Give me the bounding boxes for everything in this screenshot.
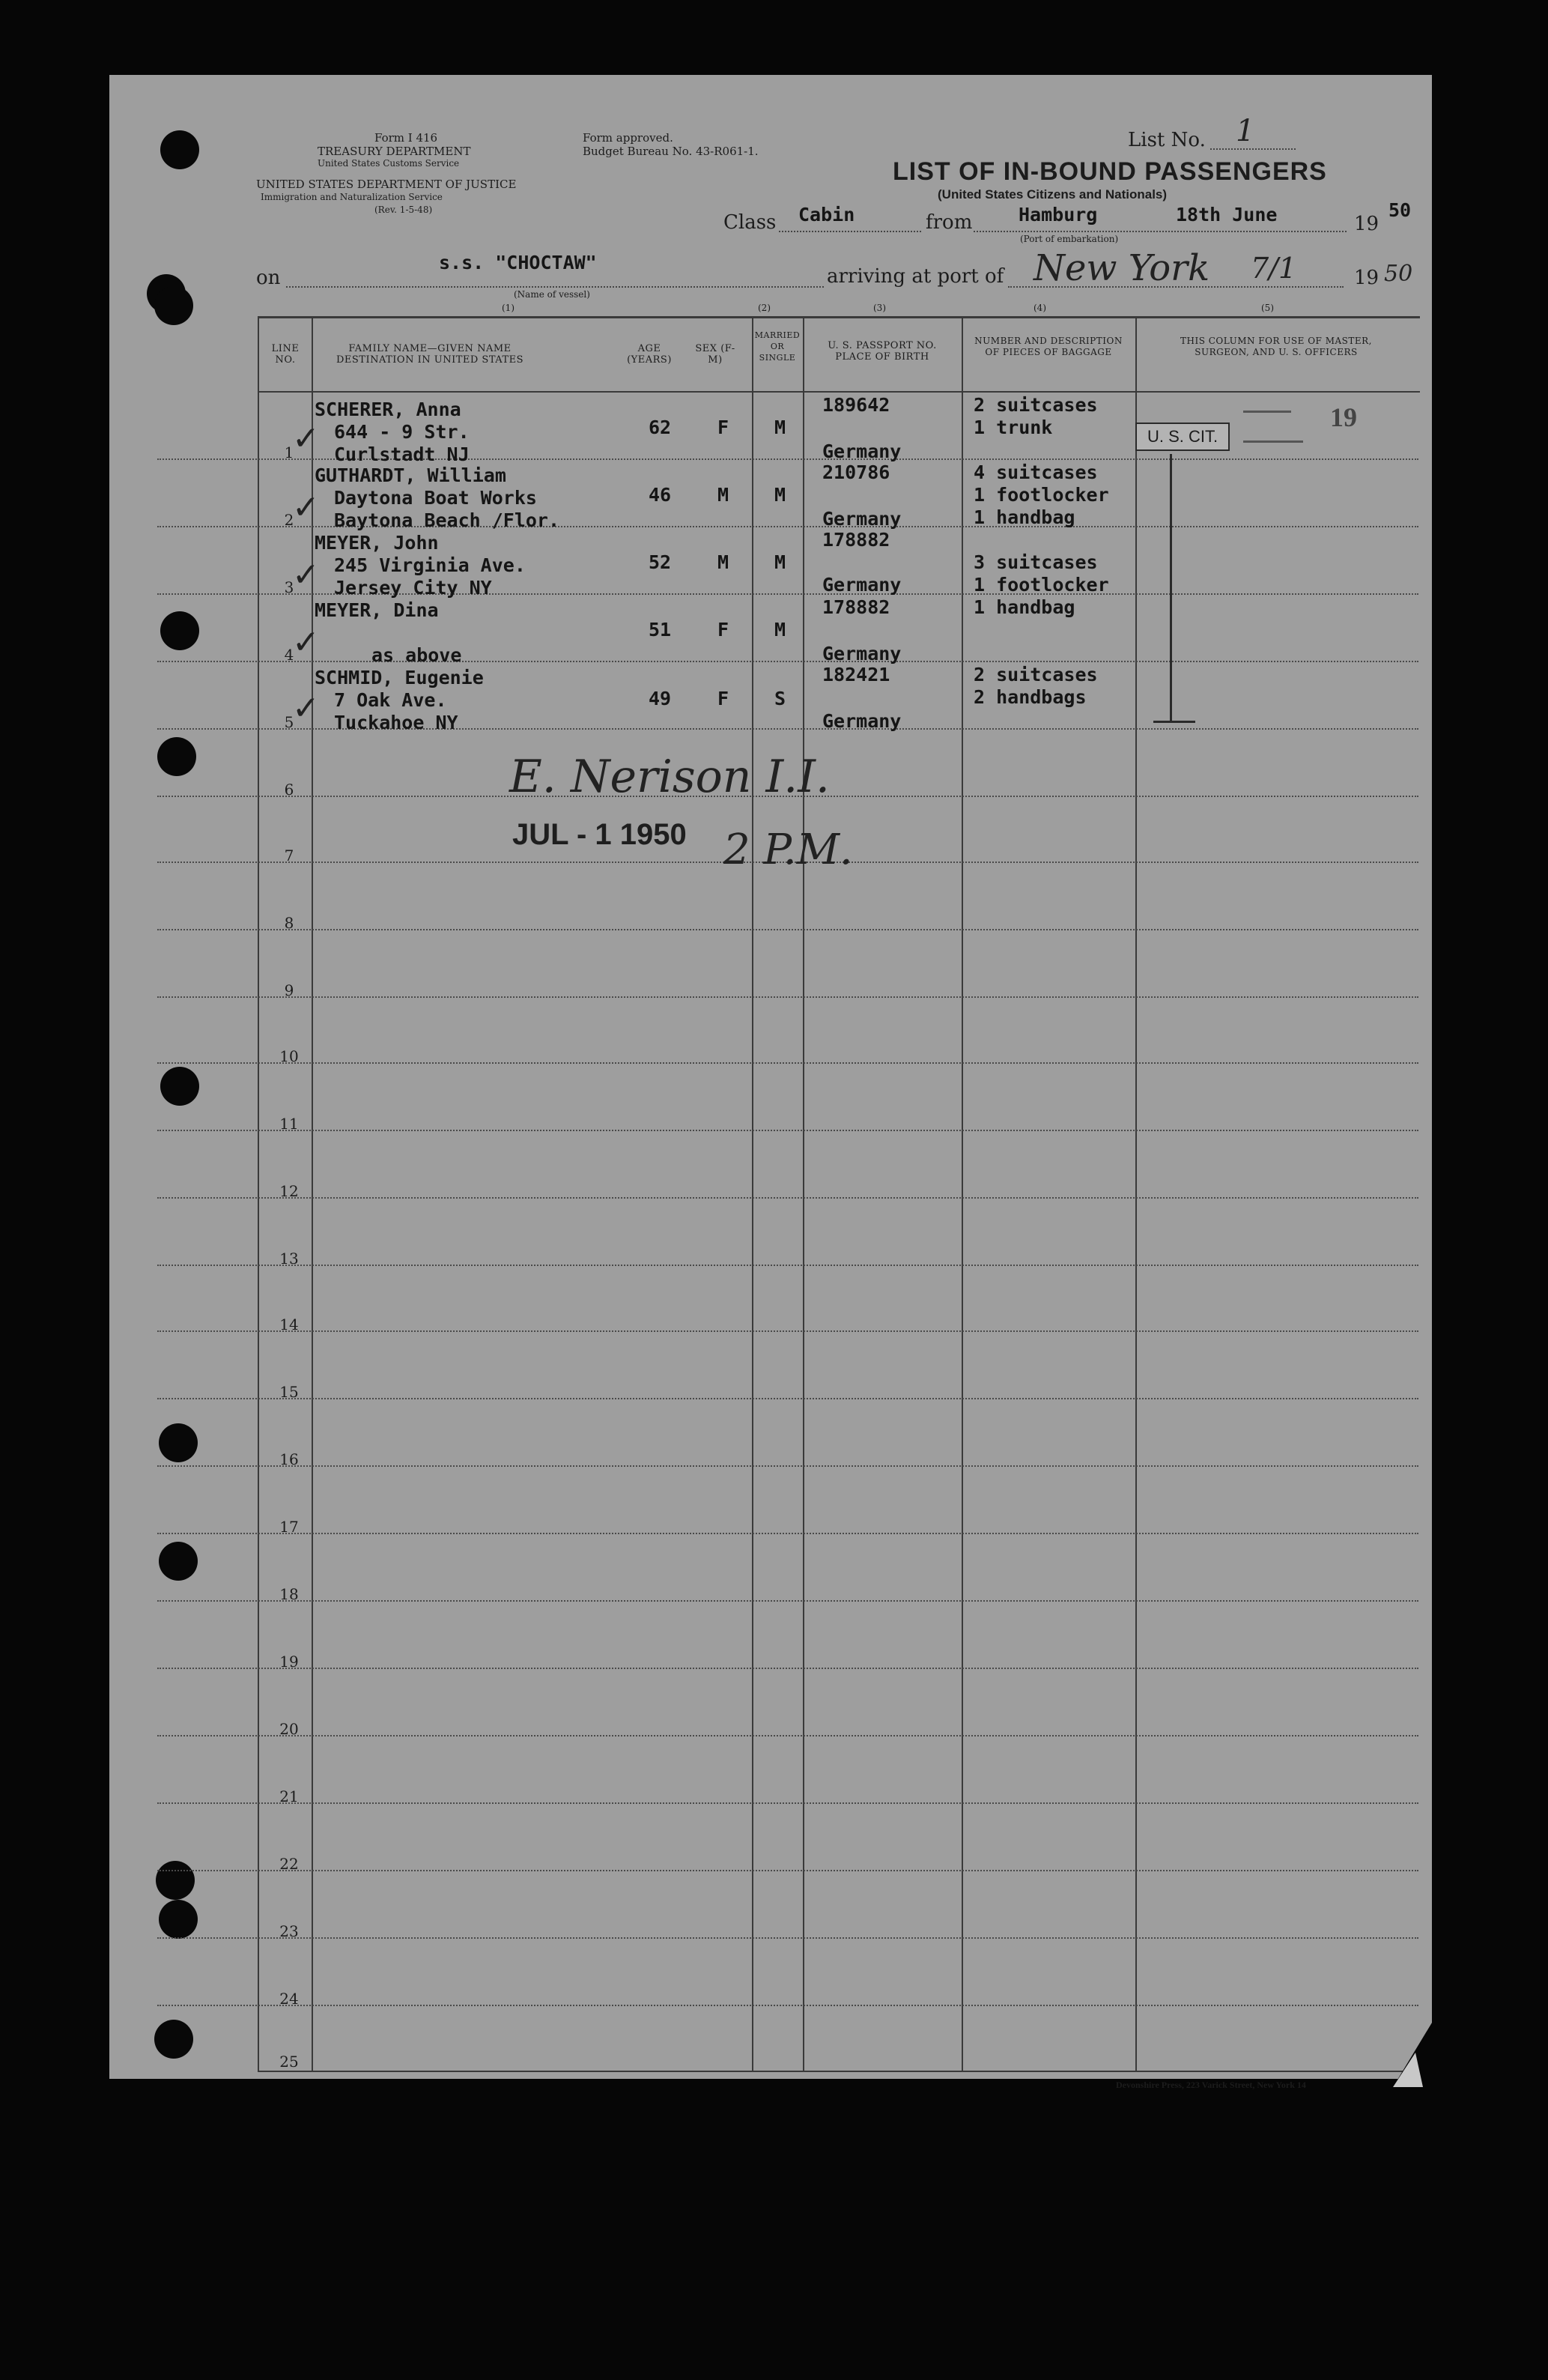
punch-hole <box>159 1900 198 1939</box>
birthplace: Germany <box>822 440 902 462</box>
col-header-age: AGE (YEARS) <box>627 343 672 366</box>
row-line <box>157 1330 1418 1332</box>
line-number: 6 <box>284 781 294 799</box>
date-sailed: 18th June <box>1176 204 1278 225</box>
treasury-dept: TREASURY DEPARTMENT <box>318 145 471 158</box>
year-sailed: 50 <box>1388 199 1412 221</box>
baggage-item: 3 suitcases <box>974 551 1098 573</box>
officer-stroke <box>1243 440 1303 443</box>
row-line <box>157 1937 1418 1939</box>
col-divider <box>752 318 753 2072</box>
passenger-name: MEYER, John <box>315 532 439 554</box>
col-header-officers: THIS COLUMN FOR USE OF MASTER, SURGEON, AND U. S. OFFICERS <box>1180 336 1372 357</box>
row-line <box>157 1870 1418 1871</box>
budget-bureau: Budget Bureau No. 43-R061-1. <box>583 145 759 158</box>
row-line <box>157 996 1418 998</box>
row-line <box>157 1398 1418 1399</box>
officer-bracket <box>1170 454 1172 722</box>
col-header-passport: U. S. PASSPORT NO. PLACE OF BIRTH <box>828 340 937 363</box>
row-line <box>157 1802 1418 1804</box>
line-number: 18 <box>279 1585 299 1603</box>
passport-number: 178882 <box>822 596 890 618</box>
baggage-item: 1 footlocker <box>974 484 1109 506</box>
passenger-age: 62 <box>649 417 672 438</box>
punch-hole <box>160 611 199 650</box>
col-number-5: (5) <box>1261 303 1274 313</box>
passenger-marital: M <box>774 551 786 573</box>
check-mark: ✓ <box>292 556 320 594</box>
line-number: 25 <box>279 2053 299 2071</box>
passenger-name: MEYER, Dina <box>315 599 439 621</box>
passport-number: 178882 <box>822 529 890 551</box>
line-number: 19 <box>279 1653 299 1671</box>
inspector-signature: E. Nerison I.I. <box>509 751 830 803</box>
line-number: 17 <box>279 1518 299 1536</box>
baggage-item: 2 suitcases <box>974 394 1098 416</box>
punch-hole <box>154 286 193 325</box>
punch-hole <box>159 1542 198 1581</box>
birthplace: Germany <box>822 574 902 596</box>
year-arrived: 50 <box>1384 261 1413 287</box>
line-number: 13 <box>279 1250 299 1268</box>
punch-hole <box>159 1423 198 1462</box>
folded-corner <box>1393 2023 1432 2087</box>
col-header-baggage: NUMBER AND DESCRIPTION OF PIECES OF BAGGAGE <box>974 336 1123 357</box>
line-number: 11 <box>279 1115 299 1133</box>
form-number: Form I 416 <box>374 131 438 145</box>
punch-hole <box>156 1861 195 1900</box>
check-mark: ✓ <box>292 623 320 661</box>
class-label: Class <box>723 211 777 234</box>
row-line <box>157 1735 1418 1736</box>
punch-hole <box>160 1067 199 1106</box>
list-no-line <box>1210 148 1296 150</box>
list-no-value: 1 <box>1236 114 1255 148</box>
passenger-address: 644 - 9 Str. <box>334 421 470 443</box>
date-stamp: JUL - 1 1950 <box>512 818 687 851</box>
line-number: 20 <box>279 1720 299 1738</box>
list-no-label: List No. <box>1128 129 1206 151</box>
punch-hole <box>157 737 196 776</box>
port-embarkation-label: (Port of embarkation) <box>1020 234 1119 244</box>
passenger-name: GUTHARDT, William <box>315 464 506 486</box>
passenger-age: 52 <box>649 551 672 573</box>
from-label: from <box>926 211 973 234</box>
row-line <box>157 1265 1418 1266</box>
row-line <box>157 1197 1418 1199</box>
row-line <box>157 661 1418 662</box>
from-line <box>974 231 1347 232</box>
col-divider <box>1135 318 1137 2072</box>
passenger-age: 51 <box>649 619 672 641</box>
table-top-border <box>258 316 1420 318</box>
passenger-marital: S <box>774 688 786 709</box>
col-header-sex: SEX (F-M) <box>695 343 735 366</box>
passenger-sex: F <box>717 619 729 641</box>
line-number: 16 <box>279 1450 299 1468</box>
col-divider <box>803 318 804 2072</box>
passenger-marital: M <box>774 417 786 438</box>
line-number: 10 <box>279 1047 299 1065</box>
line-number: 24 <box>279 1990 299 2008</box>
baggage-item: 1 handbag <box>974 596 1075 618</box>
time-note: 2 P.M. <box>723 826 853 874</box>
line-number: 4 <box>284 646 294 664</box>
birthplace: Germany <box>822 508 902 530</box>
manifest-sheet <box>109 75 1432 2079</box>
passenger-address: 245 Virginia Ave. <box>334 554 526 576</box>
baggage-item: 2 handbags <box>974 686 1087 708</box>
arriving-label: arriving at port of <box>827 265 1004 288</box>
passenger-sex: F <box>717 417 729 438</box>
line-number: 3 <box>284 578 294 596</box>
customs-service: United States Customs Service <box>318 158 460 169</box>
passenger-marital: M <box>774 619 786 641</box>
line-number: 21 <box>279 1787 299 1805</box>
ins-service: Immigration and Naturalization Service <box>261 192 443 202</box>
line-number: 15 <box>279 1383 299 1401</box>
passenger-address: Daytona Boat Works <box>334 487 537 509</box>
class-value: Cabin <box>798 204 855 225</box>
passenger-name: SCHERER, Anna <box>315 399 461 420</box>
baggage-item: 1 trunk <box>974 417 1053 438</box>
col-number-4: (4) <box>1033 303 1046 313</box>
col-header-married: MARRIED OR SINGLE <box>754 330 801 363</box>
on-label: on <box>256 267 281 289</box>
form-revision: (Rev. 1-5-48) <box>374 205 433 215</box>
check-mark: ✓ <box>292 488 320 527</box>
passenger-city: as above <box>371 644 462 666</box>
check-mark: ✓ <box>292 420 320 458</box>
row-line <box>157 1533 1418 1534</box>
table-bottom-border <box>258 2071 1420 2072</box>
passenger-sex: M <box>717 484 729 506</box>
col-number-2: (2) <box>758 303 771 313</box>
passenger-sex: F <box>717 688 729 709</box>
from-value: Hamburg <box>1019 204 1098 225</box>
class-line <box>779 231 921 232</box>
passenger-marital: M <box>774 484 786 506</box>
col-number-1: (1) <box>502 303 515 313</box>
officer-stroke <box>1243 411 1291 413</box>
punch-hole <box>160 130 199 169</box>
baggage-item: 1 footlocker <box>974 574 1109 596</box>
row-line <box>157 1668 1418 1669</box>
line-number: 9 <box>284 981 294 999</box>
passenger-city: Tuckahoe NY <box>334 712 458 733</box>
officer-count: 19 <box>1330 402 1357 432</box>
arrival-port: New York <box>1033 247 1210 289</box>
row-line <box>157 1130 1418 1131</box>
justice-dept: UNITED STATES DEPARTMENT OF JUSTICE <box>256 178 517 191</box>
line-number: 7 <box>284 847 294 865</box>
row-line <box>157 2005 1418 2006</box>
vessel-label: (Name of vessel) <box>514 289 590 300</box>
birthplace: Germany <box>822 643 902 664</box>
col-header-line: LINE NO. <box>271 343 300 366</box>
baggage-item: 2 suitcases <box>974 664 1098 685</box>
page-subtitle: (United States Citizens and Nationals) <box>938 187 1168 202</box>
passenger-age: 49 <box>649 688 672 709</box>
line-number: 22 <box>279 1855 299 1873</box>
col-number-3: (3) <box>873 303 886 313</box>
passenger-name: SCHMID, Eugenie <box>315 667 484 688</box>
birthplace: Germany <box>822 710 902 732</box>
row-line <box>157 1465 1418 1467</box>
passenger-city: Curlstadt NJ <box>334 443 470 465</box>
page-title: LIST OF IN-BOUND PASSENGERS <box>893 157 1327 186</box>
arrival-date: 7/1 <box>1251 252 1297 285</box>
passenger-sex: M <box>717 551 729 573</box>
row-line <box>157 1062 1418 1064</box>
passport-number: 182421 <box>822 664 890 685</box>
line-number: 2 <box>284 511 294 529</box>
punch-hole <box>154 2020 193 2059</box>
line-number: 23 <box>279 1922 299 1940</box>
line-number: 8 <box>284 914 294 932</box>
passport-number: 210786 <box>822 461 890 483</box>
printer-imprint: Devonshire Press, 223 Varick Street, New York 14 <box>1116 2080 1306 2090</box>
line-number: 1 <box>284 443 294 461</box>
passenger-city: Baytona Beach /Flor. <box>334 509 560 531</box>
row-line <box>157 1600 1418 1602</box>
check-mark: ✓ <box>292 689 320 727</box>
line-number: 14 <box>279 1315 299 1333</box>
line-number: 12 <box>279 1182 299 1200</box>
passenger-age: 46 <box>649 484 672 506</box>
col-divider <box>962 318 963 2072</box>
vessel-line <box>286 286 824 288</box>
passenger-city: Jersey City NY <box>334 577 492 599</box>
table-header-border <box>258 391 1420 393</box>
passport-number: 189642 <box>822 394 890 416</box>
baggage-item: 4 suitcases <box>974 461 1098 483</box>
year-prefix-sailed: 19 <box>1354 213 1379 235</box>
row-line <box>157 929 1418 930</box>
baggage-item: 1 handbag <box>974 506 1075 528</box>
year-prefix-arrived: 19 <box>1354 267 1379 289</box>
line-number: 5 <box>284 713 294 731</box>
arrival-line <box>1008 286 1344 288</box>
col-divider <box>258 318 259 2072</box>
officer-bracket-foot <box>1153 721 1195 723</box>
passenger-address: 7 Oak Ave. <box>334 689 447 711</box>
us-citizen-stamp: U. S. CIT. <box>1135 423 1230 451</box>
col-header-name: FAMILY NAME—GIVEN NAME DESTINATION IN UNITED STATES <box>336 343 524 366</box>
vessel-name: s.s. "CHOCTAW" <box>439 252 597 273</box>
form-approved: Form approved. <box>583 131 673 145</box>
